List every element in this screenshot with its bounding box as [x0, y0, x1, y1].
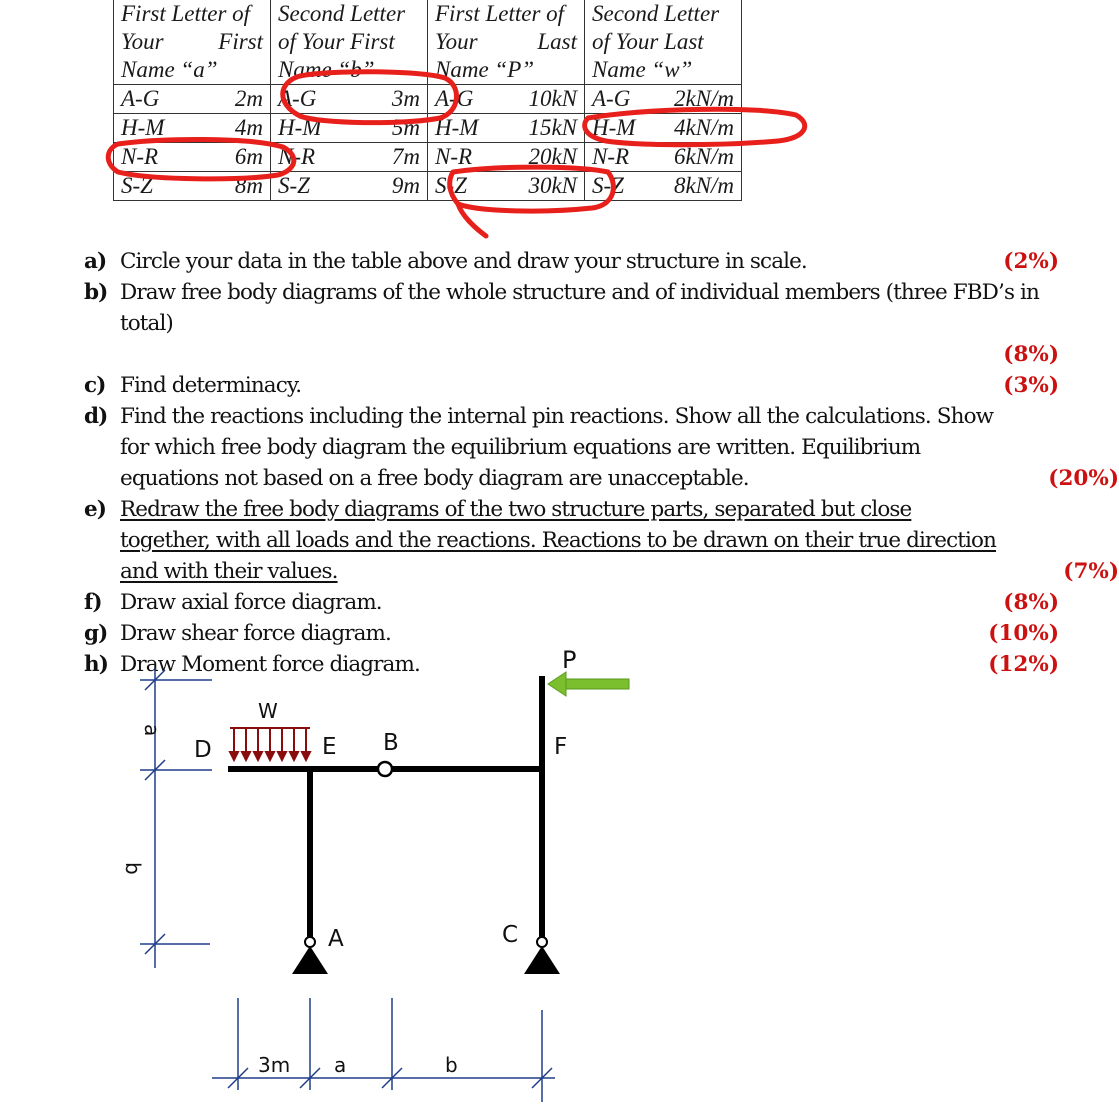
structure-diagram: [0, 620, 1080, 1114]
table-row: [114, 143, 742, 172]
table-cell: H-M 15kN: [435, 115, 577, 140]
question-e: e) Redraw the free body diagrams of the two structure parts, separated but close together, with all loads and the reactions. Reactions to be drawn on their true direction and with their values. (7%): [84, 497, 1119, 584]
header-line: Name “a”: [121, 57, 218, 82]
header-second-letter-first-name: [271, 0, 428, 85]
question-a: a) Circle your data in the table above and draw your structure in scale. (2%): [84, 249, 1059, 274]
table-cell: H-M 4kN/m: [592, 115, 734, 140]
distributed-load-w: [230, 728, 310, 760]
table-cell: N-R 6m: [121, 144, 263, 169]
table-cell: S-Z 30kN: [435, 173, 577, 198]
header-line: Your: [121, 29, 164, 54]
question-h: h) Draw Moment force diagram. (12%): [84, 652, 1059, 677]
question-c: c) Find determinacy. (3%): [84, 373, 1059, 398]
header-line: First: [218, 29, 263, 54]
pin-support-C: [524, 937, 560, 974]
table-cell: S-Z 9m: [278, 173, 420, 198]
header-first-letter-last-name: [428, 0, 585, 85]
header-line: of Your First: [278, 29, 395, 54]
node-C-label: C: [502, 922, 519, 948]
node-E-label: E: [322, 734, 337, 760]
dim-a-label: a: [334, 1053, 347, 1077]
table-cell: N-R 6kN/m: [592, 144, 734, 169]
data-selection-table: [113, 0, 742, 201]
node-A-label: A: [328, 926, 344, 952]
vertical-dimension: [140, 668, 212, 968]
table-cell: N-R 20kN: [435, 144, 577, 169]
table-row: [114, 114, 742, 143]
question-b: b) Draw free body diagrams of the whole structure and of individual members (three FBD’s in total) (8%): [84, 280, 1059, 367]
horizontal-dimension: [212, 998, 555, 1102]
header-line: Name “w”: [592, 57, 693, 82]
question-list: [84, 246, 1119, 680]
question-g: g) Draw shear force diagram. (10%): [84, 621, 1059, 646]
table-cell: H-M 4m: [121, 115, 263, 140]
table-cell: A-G 10kN: [435, 86, 577, 111]
header-line: Your: [435, 29, 478, 54]
table-cell: A-G 2kN/m: [592, 86, 734, 111]
hinge-B: [378, 762, 392, 776]
point-load-p-arrow: [548, 672, 629, 696]
table-cell: A-G 2m: [121, 86, 263, 111]
table-row: [114, 172, 742, 201]
node-D-label: D: [194, 737, 212, 763]
header-line: First Letter of: [121, 1, 251, 26]
table-row: [114, 85, 742, 114]
header-line: Name “P”: [435, 57, 535, 82]
table-cell: H-M 5m: [278, 115, 420, 140]
question-d: d) Find the reactions including the internal pin reactions. Show all the calculations. Show for which free body diagram the equilibrium equations are written. Equilibrium equations not based on a free body diagram are unacceptable. (20%): [84, 404, 1119, 491]
header-first-letter-first-name: [114, 0, 271, 85]
load-p-label: P: [562, 646, 577, 674]
header-line: Second Letter: [592, 1, 720, 26]
header-line: Last: [537, 29, 577, 54]
dim-b-vertical-label: b: [121, 862, 145, 875]
question-f: f) Draw axial force diagram. (8%): [84, 590, 1059, 615]
node-F-label: F: [554, 734, 568, 760]
header-line: Second Letter: [278, 1, 406, 26]
table-cell: S-Z 8m: [121, 173, 263, 198]
dim-a-vertical-label: a: [140, 724, 164, 737]
header-line: First Letter of: [435, 1, 565, 26]
header-line: Name “b”: [278, 57, 375, 82]
dim-3m-label: 3m: [258, 1053, 291, 1077]
table-cell: A-G 3m: [278, 86, 420, 111]
table-cell: N-R 7m: [278, 144, 420, 169]
pin-support-A: [292, 937, 328, 974]
dim-b-label: b: [445, 1053, 458, 1077]
header-second-letter-last-name: [585, 0, 742, 85]
table-cell: S-Z 8kN/m: [592, 173, 734, 198]
node-B-label: B: [383, 730, 399, 756]
load-w-label: W: [258, 699, 278, 723]
header-line: of Your Last: [592, 29, 704, 54]
